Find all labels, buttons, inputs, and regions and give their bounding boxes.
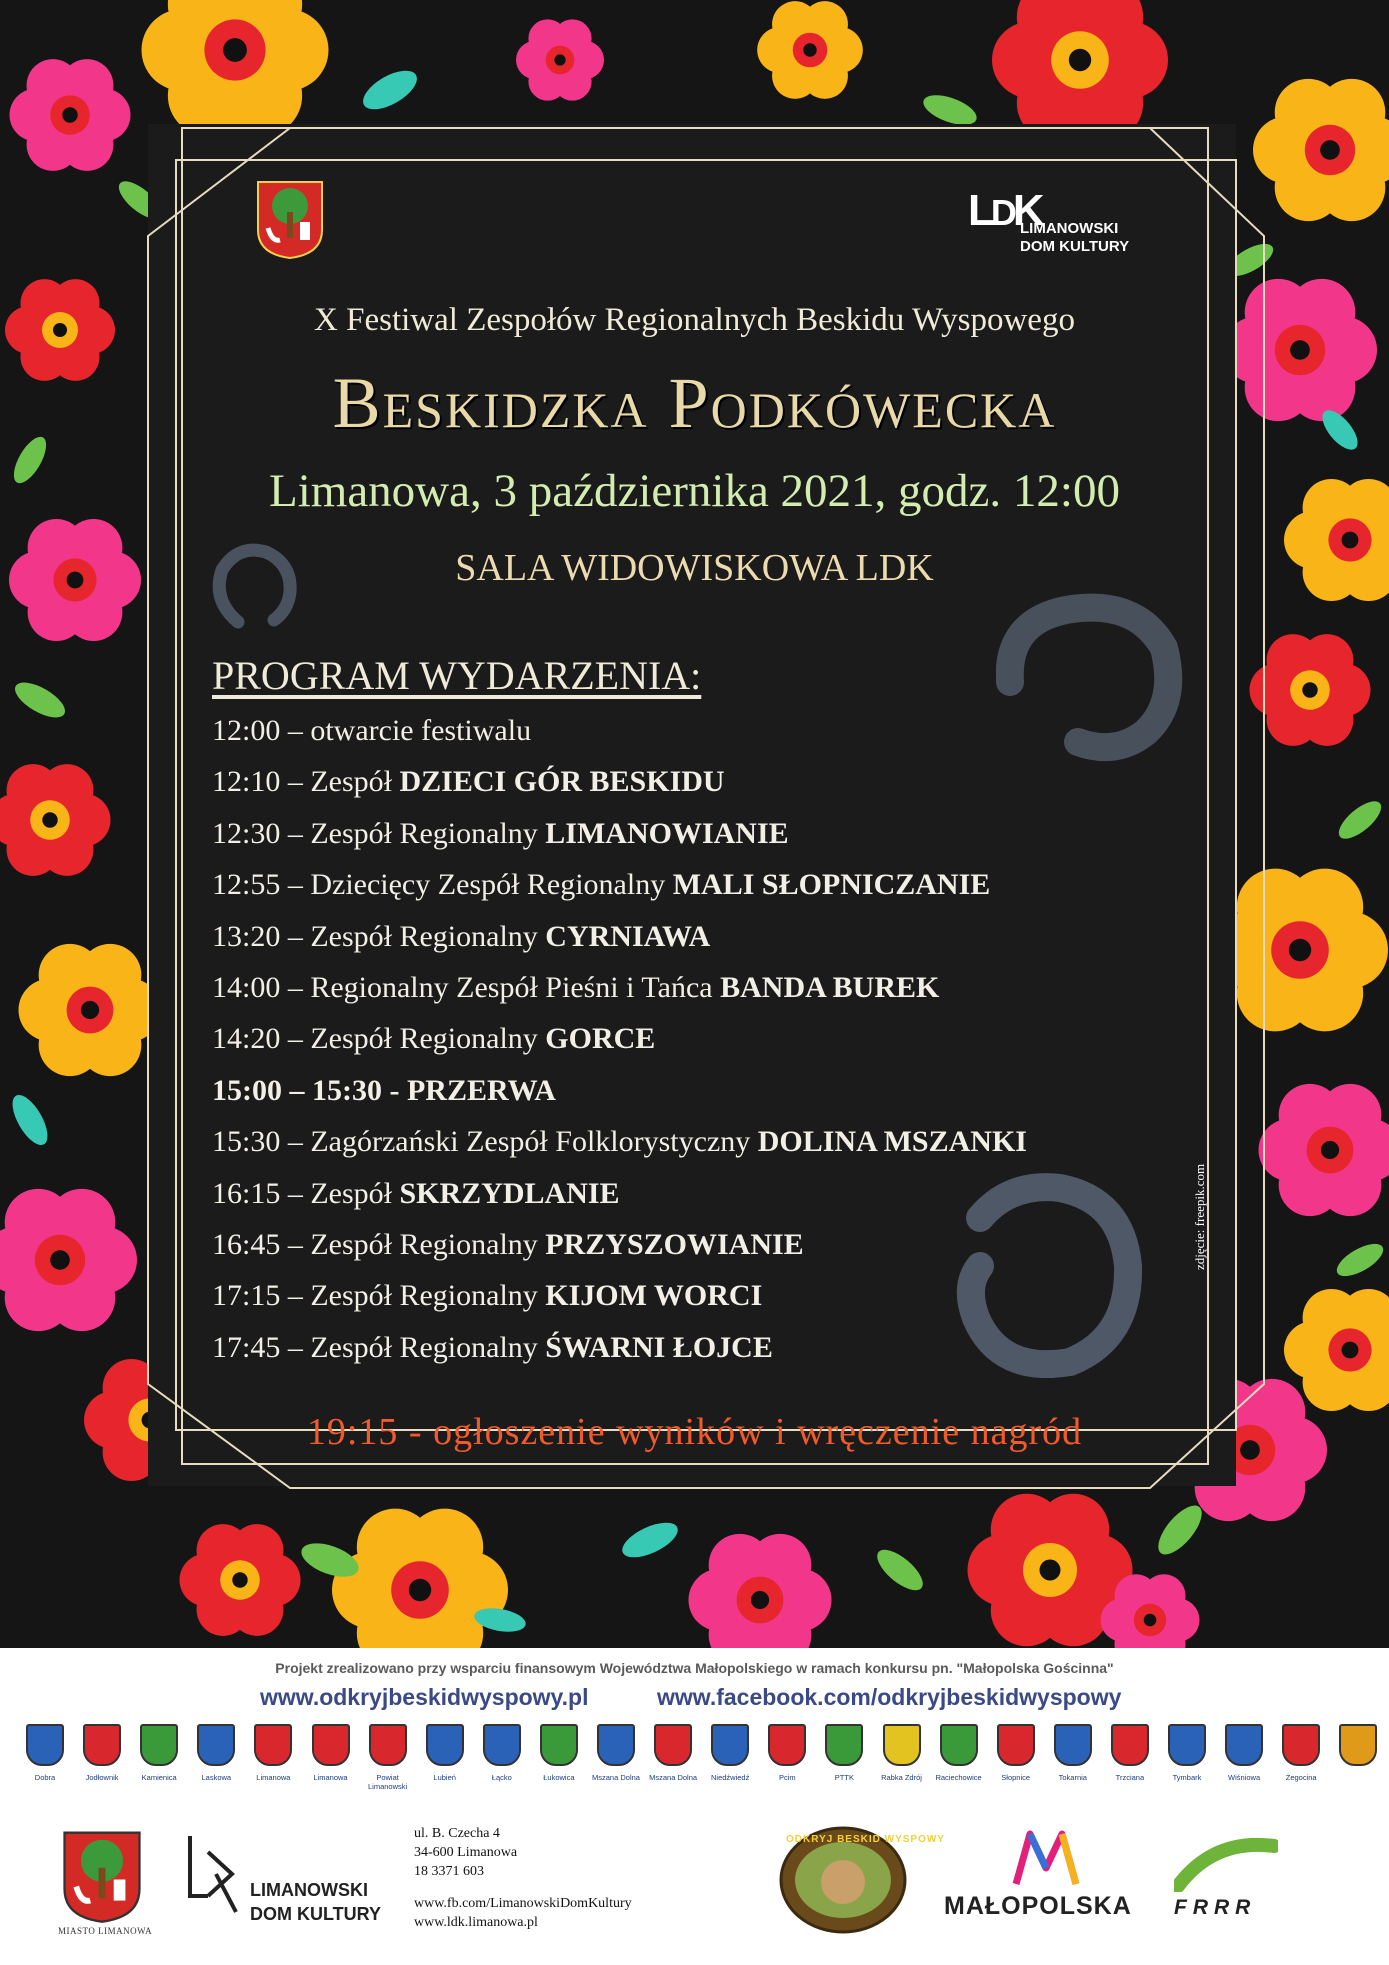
municipality-crest xyxy=(1156,1724,1218,1804)
municipality-crest xyxy=(1213,1724,1275,1804)
municipality-crest xyxy=(1327,1724,1389,1804)
miasto-limanowa-label: MIASTO LIMANOWA xyxy=(58,1926,153,1936)
program-list xyxy=(212,710,1027,1378)
limanowa-crest-icon xyxy=(254,178,326,260)
www-link[interactable]: www.ldk.limanowa.pl xyxy=(414,1915,538,1930)
program-item-text: 17:45 – Zespół Regionalny xyxy=(212,1330,546,1364)
program-item-text: 14:20 – Zespół Regionalny xyxy=(212,1022,546,1056)
municipality-crest xyxy=(585,1724,647,1804)
program-item-ensemble: DOLINA MSZANKI xyxy=(757,1125,1027,1159)
crest-shield-icon xyxy=(768,1724,806,1766)
crest-name: Żegocina xyxy=(1285,1773,1317,1782)
program-heading: PROGRAM WYDARZENIA: xyxy=(212,653,702,698)
crest-name: Mszana Dolna xyxy=(649,1773,698,1782)
municipality-crest xyxy=(1270,1724,1332,1804)
crest-name: Pcim xyxy=(778,1773,796,1782)
municipality-crest xyxy=(699,1724,761,1804)
ldk-logo-top xyxy=(968,186,1158,258)
crest-shield-icon xyxy=(540,1724,578,1766)
program-item xyxy=(212,1070,1027,1121)
municipality-crest xyxy=(357,1724,419,1804)
crest-name: Tymbark xyxy=(1172,1773,1202,1782)
crest-name: Dobra xyxy=(34,1773,56,1782)
crest-shield-icon xyxy=(312,1724,350,1766)
crest-shield-icon xyxy=(426,1724,464,1766)
program-item-ensemble: DZIECI GÓR BESKIDU xyxy=(399,765,725,799)
program-item xyxy=(212,813,1027,864)
event-date: Limanowa, 3 października 2021, godz. 12:00 xyxy=(269,465,1120,517)
crest-shield-icon xyxy=(140,1724,178,1766)
sponsor-footer xyxy=(0,1648,1389,1965)
crest-name: Niedźwiedź xyxy=(711,1773,750,1782)
program-item xyxy=(212,967,1027,1018)
crest-shield-icon xyxy=(197,1724,235,1766)
program-item-ensemble: KIJOM WORCI xyxy=(545,1279,763,1313)
program-item xyxy=(212,1173,1027,1224)
crest-name: Laskowa xyxy=(201,1773,232,1782)
crest-name: Jodłownik xyxy=(85,1773,119,1782)
crest-name: Rabka Zdrój xyxy=(881,1773,922,1782)
crest-shield-icon xyxy=(1168,1724,1206,1766)
crest-name: Powiat Limanowski xyxy=(368,1773,408,1791)
program-item xyxy=(212,864,1027,915)
municipality-crest xyxy=(871,1724,933,1804)
program-item xyxy=(212,1327,1027,1378)
address-phone: 18 3371 603 xyxy=(414,1864,484,1879)
crest-shield-icon xyxy=(711,1724,749,1766)
crest-name: Kamienica xyxy=(141,1773,177,1782)
municipality-crest xyxy=(1099,1724,1161,1804)
crest-name: Łukowica xyxy=(543,1773,575,1782)
municipality-crest xyxy=(928,1724,990,1804)
crest-shield-icon xyxy=(1339,1724,1377,1766)
crest-name: Wiśniowa xyxy=(1228,1773,1261,1782)
program-item-ensemble: LIMANOWIANIE xyxy=(545,816,789,850)
event-venue: SALA WIDOWISKOWA LDK xyxy=(455,547,934,589)
frrr-logo-icon xyxy=(1174,1836,1278,1892)
website-link[interactable]: www.odkryjbeskidwyspowy.pl xyxy=(260,1684,589,1710)
municipality-crest xyxy=(71,1724,133,1804)
crest-shield-icon xyxy=(26,1724,64,1766)
program-item-ensemble: PRZYSZOWIANIE xyxy=(545,1227,804,1261)
address-city: 34-600 Limanowa xyxy=(414,1845,518,1860)
crest-shield-icon xyxy=(254,1724,292,1766)
program-item-text: 16:15 – Zespół xyxy=(212,1176,400,1210)
program-item-text: 12:55 – Dziecięcy Zespół Regionalny xyxy=(212,868,673,902)
ldk-footer-line1: LIMANOWSKI xyxy=(250,1880,368,1900)
program-item-text: 15:30 – Zagórzański Zespół Folklorystyczny xyxy=(212,1125,758,1159)
program-item-ensemble: GORCE xyxy=(545,1022,656,1056)
frrr-label: FRRR xyxy=(1174,1896,1257,1919)
program-item-ensemble: MALI SŁOPNICZANIE xyxy=(672,868,991,902)
program-item-text: 14:00 – Regionalny Zespół Pieśni i Tańca xyxy=(212,970,721,1004)
project-note: Projekt zrealizowano przy wsparciu finansowym Województwa Małopolskiego w ramach konkursu pn. "Małopolska Gościnna" xyxy=(275,1660,1114,1676)
crest-name: Limanowa xyxy=(256,1773,291,1782)
program-item-text: 12:00 – otwarcie festiwalu xyxy=(212,714,532,747)
crest-shield-icon xyxy=(654,1724,692,1766)
municipality-crest xyxy=(756,1724,818,1804)
program-item xyxy=(212,710,1027,761)
crest-shield-icon xyxy=(483,1724,521,1766)
program-item xyxy=(212,1275,1027,1326)
municipality-crest xyxy=(642,1724,704,1804)
crest-shield-icon xyxy=(997,1724,1035,1766)
municipality-crest xyxy=(14,1724,76,1804)
program-item-text: 13:20 – Zespół Regionalny xyxy=(212,919,546,953)
crest-shield-icon xyxy=(83,1724,121,1766)
program-item-ensemble: BANDA BUREK xyxy=(720,970,940,1004)
program-item-ensemble: ŚWARNI ŁOJCE xyxy=(545,1330,773,1364)
awards-line: 19:15 - ogłoszenie wyników i wręczenie nagród xyxy=(306,1411,1083,1453)
municipality-crest xyxy=(813,1724,875,1804)
program-item-ensemble: CYRNIAWA xyxy=(545,919,711,953)
program-item-text: 17:15 – Zespół Regionalny xyxy=(212,1279,546,1313)
program-item xyxy=(212,761,1027,812)
address-block xyxy=(414,1824,517,1881)
crest-name: Limanowa xyxy=(313,1773,348,1782)
crest-name: Trzciana xyxy=(1115,1773,1145,1782)
crest-name: Lubień xyxy=(433,1773,456,1782)
municipality-crest xyxy=(414,1724,476,1804)
limanowa-crest-footer-icon xyxy=(56,1828,148,1924)
crest-shield-icon xyxy=(369,1724,407,1766)
municipality-crest xyxy=(128,1724,190,1804)
program-item xyxy=(212,916,1027,967)
crest-name: Mszana Dolna xyxy=(592,1773,640,1782)
malopolska-label: MAŁOPOLSKA xyxy=(944,1892,1132,1920)
municipality-crests xyxy=(14,1724,1384,1804)
program-item-text: 16:45 – Zespół Regionalny xyxy=(212,1227,546,1261)
ldk-mark-footer-icon xyxy=(186,1834,246,1918)
fb-link[interactable]: www.fb.com/LimanowskiDomKultury xyxy=(414,1896,632,1911)
program-item-ensemble: 15:00 – 15:30 - PRZERWA xyxy=(212,1073,556,1107)
crest-name: Łącko xyxy=(491,1773,512,1782)
crest-name: Raciechowice xyxy=(935,1773,982,1782)
links-block xyxy=(414,1894,632,1932)
festival-subtitle: X Festiwal Zespołów Regionalnych Beskidu Wyspowego xyxy=(314,302,1075,338)
odkryj-beskid-text: ODKRYJ BESKID WYSPOWY xyxy=(786,1834,945,1845)
program-item-ensemble: SKRZYDLANIE xyxy=(399,1176,620,1210)
crest-shield-icon xyxy=(1282,1724,1320,1766)
crest-shield-icon xyxy=(883,1724,921,1766)
crest-name: PTTK xyxy=(834,1773,854,1782)
municipality-crest xyxy=(300,1724,362,1804)
program-item-text: 12:30 – Zespół Regionalny xyxy=(212,816,546,850)
crest-shield-icon xyxy=(597,1724,635,1766)
municipality-crest xyxy=(985,1724,1047,1804)
crest-shield-icon xyxy=(825,1724,863,1766)
municipality-crest xyxy=(528,1724,590,1804)
festival-title: Beskidzka Podkówecka xyxy=(332,363,1057,443)
municipality-crest xyxy=(1042,1724,1104,1804)
program-item xyxy=(212,1018,1027,1069)
program-item xyxy=(212,1121,1027,1172)
ldk-name-line1: LIMANOWSKI xyxy=(1020,220,1119,237)
ldk-footer-line2: DOM KULTURY xyxy=(250,1904,381,1924)
crest-shield-icon xyxy=(1111,1724,1149,1766)
program-item-text: 12:10 – Zespół xyxy=(212,765,400,799)
facebook-link[interactable]: www.facebook.com/odkryjbeskidwyspowy xyxy=(657,1684,1122,1710)
malopolska-mark-icon xyxy=(1012,1828,1082,1888)
photo-credit: zdjęcie: freepik.com xyxy=(1192,1163,1207,1270)
ldk-mark-icon: LDK xyxy=(968,186,1041,235)
address-street: ul. B. Czecha 4 xyxy=(414,1826,500,1841)
horseshoe-small-icon xyxy=(208,540,298,630)
crest-name: Słopnice xyxy=(1001,1773,1031,1782)
crest-shield-icon xyxy=(1054,1724,1092,1766)
municipality-crest xyxy=(471,1724,533,1804)
municipality-crest xyxy=(242,1724,304,1804)
crest-shield-icon xyxy=(940,1724,978,1766)
crest-shield-icon xyxy=(1225,1724,1263,1766)
ldk-name-line2: DOM KULTURY xyxy=(1020,238,1130,255)
municipality-crest xyxy=(185,1724,247,1804)
program-item xyxy=(212,1224,1027,1275)
crest-name: Tokarnia xyxy=(1058,1773,1087,1782)
